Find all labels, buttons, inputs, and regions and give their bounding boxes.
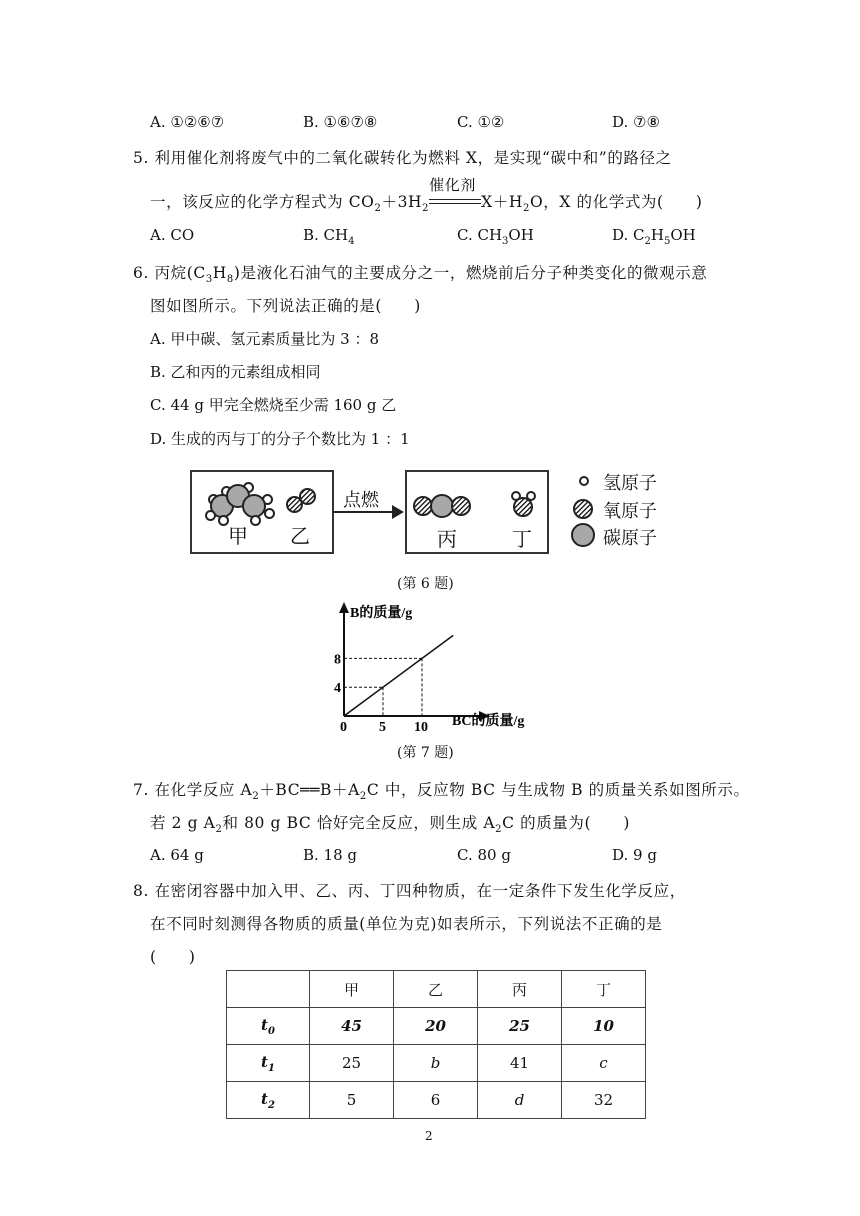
table-cell: b bbox=[394, 1045, 478, 1082]
y-axis-label: B的质量/g bbox=[350, 606, 413, 621]
time-cell: $t_1$ bbox=[227, 1045, 310, 1082]
table-cell: 25 bbox=[478, 1008, 562, 1045]
q6-stem-line2: 图如图所示。下列说法正确的是( ) bbox=[150, 297, 421, 315]
table-row bbox=[227, 1045, 646, 1082]
q8-stem-line3: ( ) bbox=[150, 948, 196, 966]
q4-option-a: A. ①②⑥⑦ bbox=[150, 113, 225, 131]
mass-table bbox=[226, 970, 646, 1119]
legend-carbon: 碳原子 bbox=[603, 528, 657, 549]
oxygen-atom bbox=[299, 488, 316, 505]
legend-oxygen: 氧原子 bbox=[603, 501, 657, 522]
catalyst-label: 催化剂 bbox=[429, 176, 476, 194]
q4-option-c: C. ①② bbox=[457, 113, 505, 131]
q6-stem-line1: 6. 丙烷$(C_3H_8)$是液化石油气的主要成分之一，燃烧前后分子种类变化的微观示意 bbox=[133, 264, 708, 286]
y-tick-label: 4 bbox=[334, 681, 341, 697]
legend-hydrogen: 氢原子 bbox=[603, 473, 657, 494]
x-tick-label: 0 bbox=[340, 720, 347, 733]
table-cell: 6 bbox=[394, 1082, 478, 1119]
series-line bbox=[344, 635, 453, 716]
q5-stem-line1: 5. 利用催化剂将废气中的二氧化碳转化为燃料 X，是实现“碳中和”的路径之 bbox=[133, 149, 672, 167]
table-header-row bbox=[227, 971, 646, 1008]
q7-stem-line2: 若 2 g $A_2$和 80 g BC 恰好完全反应，则生成 $A_2C$ 的质量为( ) bbox=[150, 814, 631, 836]
q7-stem-line1: 7. 在化学反应 $A_2+BC══B+A_2C$ 中，反应物 BC 与生成物 B 的质量关系如图所示。 bbox=[133, 781, 750, 803]
x-tick-label: 10 bbox=[414, 720, 428, 733]
q6-option-a: A. 甲中碳、氢元素质量比为 3 ：8 bbox=[150, 330, 379, 348]
page-number: 2 bbox=[425, 1129, 433, 1143]
y-axis-arrow-icon bbox=[339, 602, 349, 613]
q5-option-c: C. $CH_3OH$ bbox=[457, 226, 534, 247]
hydrogen-legend-icon bbox=[579, 476, 589, 486]
hydrogen-atom bbox=[205, 510, 216, 521]
oxygen-atom bbox=[513, 497, 533, 517]
hydrogen-atom bbox=[264, 508, 275, 519]
figure-7-caption: (第 7 题) bbox=[397, 745, 454, 761]
q5-option-b: B. $CH_4$ bbox=[303, 226, 355, 247]
table-cell: 5 bbox=[310, 1082, 394, 1119]
time-cell: $t_0$ bbox=[227, 1008, 310, 1045]
q7-option-d: D. 9 g bbox=[612, 846, 657, 864]
table-cell: c bbox=[562, 1045, 646, 1082]
q4-option-b: B. ①⑥⑦⑧ bbox=[303, 113, 378, 131]
table-cell: 25 bbox=[310, 1045, 394, 1082]
table-header-cell: 乙 bbox=[394, 971, 478, 1008]
q7-option-a: A. 64 g bbox=[150, 846, 204, 864]
table-header-cell bbox=[227, 971, 310, 1008]
hydrogen-atom bbox=[250, 515, 261, 526]
q5-option-a: A. CO bbox=[150, 226, 195, 244]
table-cell: 45 bbox=[310, 1008, 394, 1045]
label-bing: 丙 bbox=[437, 527, 457, 551]
q7-option-b: B. 18 g bbox=[303, 846, 358, 864]
table-cell: d bbox=[478, 1082, 562, 1119]
q6-option-d: D. 生成的丙与丁的分子个数比为 1 ：1 bbox=[150, 430, 410, 448]
q5-option-d: D. $C_2H_5OH$ bbox=[612, 226, 696, 247]
table-cell: 10 bbox=[562, 1008, 646, 1045]
x-tick-label: 5 bbox=[379, 720, 386, 733]
figure-6-caption: (第 6 题) bbox=[397, 576, 454, 592]
carbon-legend-icon bbox=[571, 523, 595, 547]
q6-option-c: C. 44 g 甲完全燃烧至少需 160 g 乙 bbox=[150, 396, 397, 414]
q7-option-c: C. 80 g bbox=[457, 846, 511, 864]
label-ding: 丁 bbox=[512, 527, 532, 551]
oxygen-legend-icon bbox=[573, 499, 593, 519]
oxygen-atom bbox=[451, 496, 471, 516]
q6-option-b: B. 乙和丙的元素组成相同 bbox=[150, 363, 321, 381]
mass-chart bbox=[330, 598, 560, 733]
table-row bbox=[227, 1008, 646, 1045]
table-header-cell: 甲 bbox=[310, 971, 394, 1008]
label-jia: 甲 bbox=[228, 524, 248, 548]
table-row bbox=[227, 1082, 646, 1119]
q8-stem-line1: 8. 在密闭容器中加入甲、乙、丙、丁四种物质，在一定条件下发生化学反应， bbox=[133, 882, 686, 900]
table-header-cell: 丙 bbox=[478, 971, 562, 1008]
q5-stem-line2: 一，该反应的化学方程式为 $CO_2+3H_2$ 催化剂 $X+H_2O$，X 的化学式为( ) bbox=[150, 176, 703, 215]
label-yi: 乙 bbox=[290, 524, 310, 548]
ignition-label: 点燃 bbox=[343, 490, 379, 511]
table-cell: 20 bbox=[394, 1008, 478, 1045]
catalyst-equals-sign bbox=[429, 176, 481, 210]
q4-option-d: D. ⑦⑧ bbox=[612, 113, 660, 131]
time-cell: $t_2$ bbox=[227, 1082, 310, 1119]
table-header-cell: 丁 bbox=[562, 971, 646, 1008]
q8-stem-line2: 在不同时刻测得各物质的质量(单位为克)如表所示，下列说法不正确的是 bbox=[150, 915, 663, 933]
x-axis-label: BC的质量/g bbox=[452, 714, 525, 729]
table-cell: 41 bbox=[478, 1045, 562, 1082]
arrow-head-icon bbox=[392, 505, 404, 519]
reaction-arrow bbox=[333, 511, 395, 513]
table-cell: 32 bbox=[562, 1082, 646, 1119]
y-tick-label: 8 bbox=[334, 652, 341, 668]
